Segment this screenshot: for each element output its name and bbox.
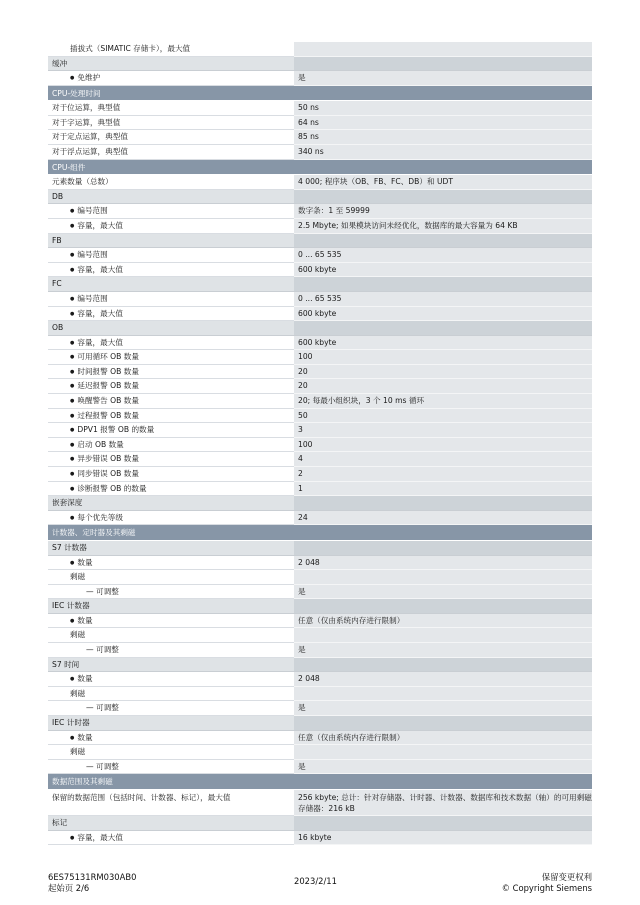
group-header <box>48 541 592 556</box>
spec-value <box>294 277 592 292</box>
page-indicator: 起始页 2/6 <box>48 883 90 893</box>
group-header <box>48 234 592 249</box>
group-header <box>48 658 592 673</box>
spec-row <box>48 628 592 643</box>
spec-value: 3 <box>294 423 592 438</box>
spec-label: ● 数量 <box>48 672 294 687</box>
spec-row <box>48 643 592 658</box>
spec-label: ● 容量，最大值 <box>48 831 294 846</box>
rights-notice: 保留变更权利 <box>541 872 592 882</box>
spec-label: ● 唤醒警告 OB 数量 <box>48 394 294 409</box>
spec-value <box>294 774 592 790</box>
spec-label: IEC 计数器 <box>48 599 294 614</box>
group-header <box>48 816 592 831</box>
spec-label: ● 数量 <box>48 556 294 571</box>
spec-label: ● 延迟报警 OB 数量 <box>48 379 294 394</box>
spec-value <box>294 160 592 176</box>
section-header <box>48 525 592 541</box>
spec-row <box>48 101 592 116</box>
spec-row <box>48 438 592 453</box>
spec-value: 600 kbyte <box>294 263 592 278</box>
order-number: 6ES75131RM030AB0 <box>48 872 137 882</box>
spec-value <box>294 541 592 556</box>
spec-value: 600 kbyte <box>294 336 592 351</box>
spec-value: 是 <box>294 71 592 86</box>
spec-label: ● 容量，最大值 <box>48 219 294 234</box>
spec-value <box>294 816 592 831</box>
spec-row <box>48 145 592 160</box>
spec-row <box>48 204 592 219</box>
spec-label: ● DPV1 报警 OB 的数量 <box>48 423 294 438</box>
spec-label: ● 诊断报警 OB 的数量 <box>48 482 294 497</box>
spec-label: CPU-组件 <box>48 160 294 176</box>
section-header <box>48 160 592 176</box>
group-header <box>48 716 592 731</box>
group-header <box>48 57 592 72</box>
spec-value <box>294 525 592 541</box>
spec-row <box>48 307 592 322</box>
spec-label: 对于字运算，典型值 <box>48 116 294 131</box>
spec-value: 50 <box>294 409 592 424</box>
spec-label: 缓冲 <box>48 57 294 72</box>
spec-label: 保留的数据范围（包括时间、计数器、标记），最大值 <box>48 790 294 816</box>
section-header <box>48 774 592 790</box>
spec-value: 是 <box>294 643 592 658</box>
spec-value <box>294 628 592 643</box>
group-header <box>48 599 592 614</box>
spec-label: ● 每个优先等级 <box>48 511 294 526</box>
footer-right <box>502 872 592 894</box>
group-header <box>48 321 592 336</box>
spec-value <box>294 570 592 585</box>
spec-label: ● 时间报警 OB 数量 <box>48 365 294 380</box>
spec-value: 600 kbyte <box>294 307 592 322</box>
spec-label: 嵌套深度 <box>48 496 294 511</box>
spec-value <box>294 716 592 731</box>
spec-value: 0 ... 65 535 <box>294 248 592 263</box>
spec-row <box>48 394 592 409</box>
spec-row <box>48 687 592 702</box>
spec-row <box>48 614 592 629</box>
spec-label: S7 计数器 <box>48 541 294 556</box>
spec-label: — 可调整 <box>48 643 294 658</box>
spec-value: 100 <box>294 350 592 365</box>
spec-value: 2 <box>294 467 592 482</box>
spec-row <box>48 336 592 351</box>
spec-value: 16 kbyte <box>294 831 592 846</box>
spec-value <box>294 496 592 511</box>
spec-label: 标记 <box>48 816 294 831</box>
spec-value <box>294 658 592 673</box>
spec-label: — 可调整 <box>48 585 294 600</box>
spec-value: 4 000; 程序块（OB、FB、FC、DB）和 UDT <box>294 175 592 190</box>
spec-label: ● 启动 OB 数量 <box>48 438 294 453</box>
spec-row <box>48 350 592 365</box>
spec-row <box>48 379 592 394</box>
spec-label: ● 免维护 <box>48 71 294 86</box>
spec-label: — 可调整 <box>48 760 294 775</box>
spec-value: 64 ns <box>294 116 592 131</box>
spec-label: 对于定点运算，典型值 <box>48 130 294 145</box>
spec-value: 4 <box>294 452 592 467</box>
spec-label: S7 时间 <box>48 658 294 673</box>
spec-label: ● 过程报警 OB 数量 <box>48 409 294 424</box>
spec-value: 任意（仅由系统内存进行限制） <box>294 614 592 629</box>
spec-row <box>48 760 592 775</box>
spec-row <box>48 248 592 263</box>
spec-value: 任意（仅由系统内存进行限制） <box>294 731 592 746</box>
spec-label: ● 编号范围 <box>48 292 294 307</box>
spec-label: 数据范围及其剩磁 <box>48 774 294 790</box>
spec-row <box>48 452 592 467</box>
spec-row <box>48 409 592 424</box>
spec-row <box>48 365 592 380</box>
spec-row <box>48 745 592 760</box>
spec-row <box>48 116 592 131</box>
spec-row <box>48 570 592 585</box>
spec-label: 剩磁 <box>48 570 294 585</box>
spec-value: 85 ns <box>294 130 592 145</box>
spec-label: — 可调整 <box>48 701 294 716</box>
spec-row <box>48 219 592 234</box>
spec-label: 剩磁 <box>48 628 294 643</box>
spec-value: 是 <box>294 701 592 716</box>
spec-value <box>294 190 592 205</box>
spec-row <box>48 556 592 571</box>
spec-value <box>294 687 592 702</box>
spec-label: ● 容量，最大值 <box>48 336 294 351</box>
spec-row <box>48 423 592 438</box>
spec-row <box>48 71 592 86</box>
spec-label: DB <box>48 190 294 205</box>
spec-label: ● 数量 <box>48 614 294 629</box>
spec-label: FC <box>48 277 294 292</box>
group-header <box>48 496 592 511</box>
spec-value: 是 <box>294 760 592 775</box>
spec-row <box>48 672 592 687</box>
spec-value: 2 048 <box>294 556 592 571</box>
spec-value <box>294 86 592 102</box>
spec-row <box>48 701 592 716</box>
spec-label: OB <box>48 321 294 336</box>
spec-table <box>48 42 592 845</box>
spec-value: 0 ... 65 535 <box>294 292 592 307</box>
group-header <box>48 190 592 205</box>
spec-value <box>294 745 592 760</box>
footer-left <box>48 872 136 894</box>
spec-value <box>294 599 592 614</box>
group-header <box>48 277 592 292</box>
spec-label: ● 容量，最大值 <box>48 307 294 322</box>
spec-label: ● 编号范围 <box>48 204 294 219</box>
spec-value: 340 ns <box>294 145 592 160</box>
spec-value: 数字条：1 至 59999 <box>294 204 592 219</box>
spec-row <box>48 263 592 278</box>
spec-label: 计数器、定时器及其剩磁 <box>48 525 294 541</box>
spec-label: ● 异步错误 OB 数量 <box>48 452 294 467</box>
spec-row <box>48 731 592 746</box>
spec-value: 24 <box>294 511 592 526</box>
spec-label: IEC 计时器 <box>48 716 294 731</box>
spec-label: 对于浮点运算，典型值 <box>48 145 294 160</box>
footer-date: 2023/2/11 <box>294 876 337 886</box>
spec-row <box>48 585 592 600</box>
spec-label: ● 同步错误 OB 数量 <box>48 467 294 482</box>
spec-label: FB <box>48 234 294 249</box>
spec-row <box>48 511 592 526</box>
spec-label: CPU-处理时间 <box>48 86 294 102</box>
spec-row <box>48 831 592 846</box>
spec-value: 256 kbyte; 总计：针对存储器、计时器、计数器、数据库和技术数据（轴）的可用剩磁存储器：216 kB <box>294 790 592 816</box>
spec-row <box>48 175 592 190</box>
spec-row <box>48 467 592 482</box>
spec-row <box>48 42 592 57</box>
spec-value: 20 <box>294 365 592 380</box>
spec-value: 100 <box>294 438 592 453</box>
spec-row <box>48 292 592 307</box>
spec-value: 50 ns <box>294 101 592 116</box>
spec-value: 2 048 <box>294 672 592 687</box>
spec-label: ● 编号范围 <box>48 248 294 263</box>
spec-value <box>294 42 592 57</box>
copyright-notice: © Copyright Siemens <box>501 883 592 893</box>
spec-label: ● 数量 <box>48 731 294 746</box>
spec-value: 20; 每最小组织块，3 个 10 ms 循环 <box>294 394 592 409</box>
spec-label: 插拔式（SIMATIC 存储卡），最大值 <box>48 42 294 57</box>
section-header <box>48 86 592 102</box>
spec-value: 是 <box>294 585 592 600</box>
spec-label: 对于位运算，典型值 <box>48 101 294 116</box>
spec-label: ● 可用循环 OB 数量 <box>48 350 294 365</box>
spec-row <box>48 130 592 145</box>
spec-value <box>294 321 592 336</box>
spec-label: 元素数量（总数） <box>48 175 294 190</box>
spec-label: 剩磁 <box>48 687 294 702</box>
spec-value: 1 <box>294 482 592 497</box>
spec-value <box>294 234 592 249</box>
spec-value: 20 <box>294 379 592 394</box>
spec-value: 2.5 Mbyte; 如果模块访问未经优化，数据库的最大容量为 64 KB <box>294 219 592 234</box>
spec-label: 剩磁 <box>48 745 294 760</box>
spec-row <box>48 482 592 497</box>
spec-label: ● 容量，最大值 <box>48 263 294 278</box>
spec-row <box>48 790 592 816</box>
spec-value <box>294 57 592 72</box>
